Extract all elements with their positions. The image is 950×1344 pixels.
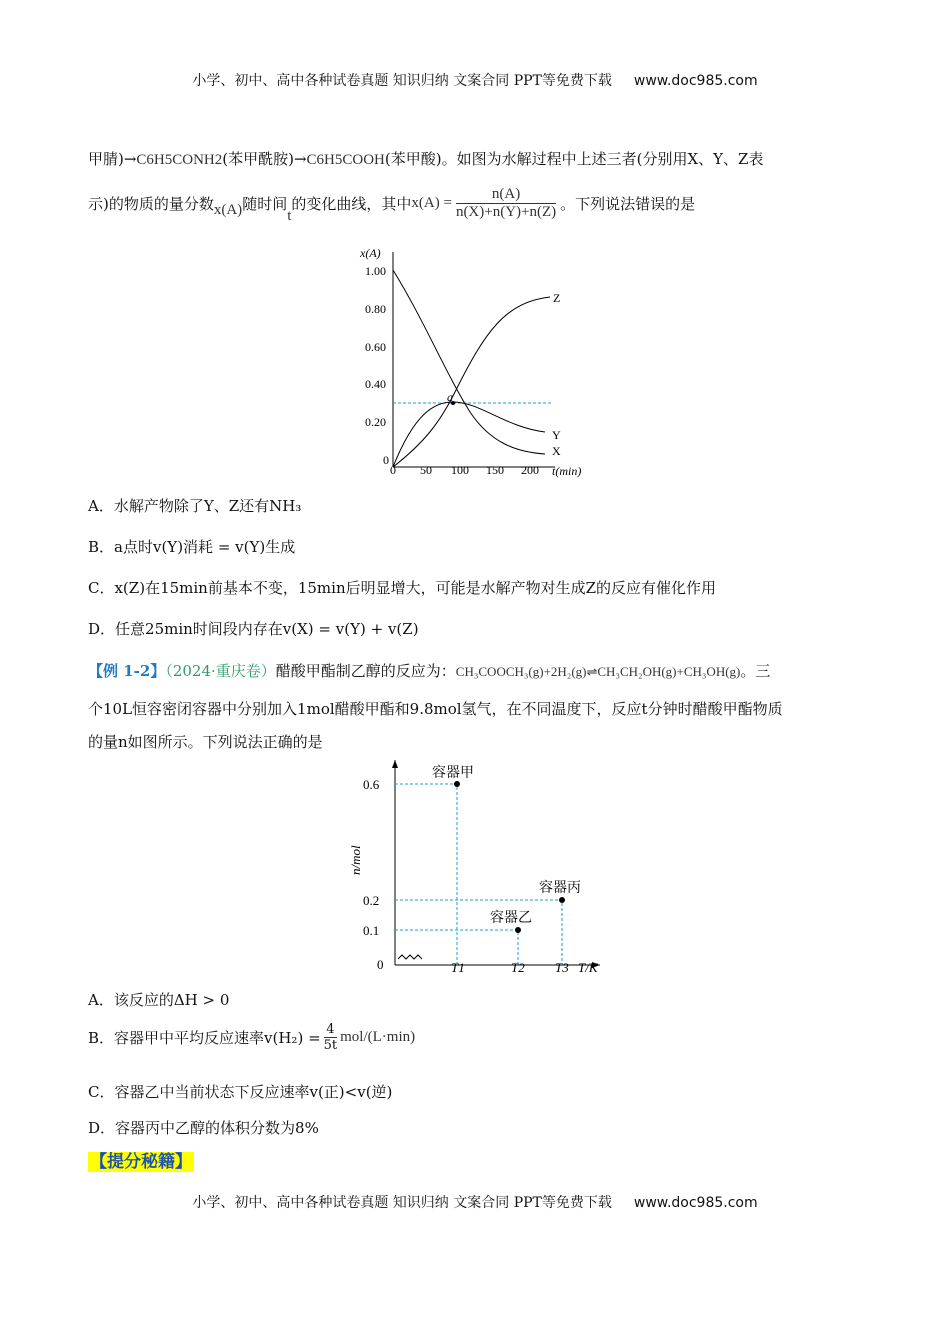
x-tick: 50 bbox=[420, 463, 432, 477]
header-text: 小学、初中、高中各种试卷真题 知识归纳 文案合同 PPT等免费下载 bbox=[192, 73, 612, 89]
example-tag: 【例 1-2】 bbox=[88, 662, 166, 680]
x-tick: 200 bbox=[521, 463, 539, 477]
y-label: x(A) bbox=[360, 246, 381, 260]
formula: x(A) bbox=[213, 202, 243, 218]
y-tick: 0 bbox=[383, 453, 389, 467]
paragraph-line: 的量n如图所示。下列说法正确的是 bbox=[88, 733, 323, 751]
option-d: D．容器丙中乙醇的体积分数为8% bbox=[88, 1119, 319, 1137]
label-a: a bbox=[447, 390, 453, 404]
y-tick: 0.1 bbox=[363, 923, 380, 938]
formula: x(A) = bbox=[411, 195, 452, 211]
text: (苯甲酰胺)→ bbox=[222, 150, 307, 168]
x-tick: T3 bbox=[555, 960, 569, 975]
guide-lines bbox=[395, 784, 562, 965]
text: (苯甲酸)。如图为水解过程中上述三者(分别用X、Y、Z表 bbox=[384, 150, 764, 168]
tips-label: 【提分秘籍】 bbox=[90, 1152, 192, 1172]
point-bing bbox=[559, 897, 565, 903]
paragraph-line bbox=[88, 148, 763, 169]
paragraph-line bbox=[88, 660, 770, 681]
axis-break-icon bbox=[398, 955, 422, 959]
label-yi: 容器乙 bbox=[490, 911, 532, 926]
point-jia bbox=[454, 781, 460, 787]
label-jia: 容器甲 bbox=[432, 766, 474, 781]
y-label: n/mol bbox=[348, 845, 363, 875]
text: 随时间 bbox=[242, 195, 288, 213]
option-d: D．任意25min时间段内存在v(X) = v(Y) + v(Z) bbox=[88, 620, 419, 638]
equation: CH₃COOCH₃(g)+2H₂(g)⇌CH₃CH₂OH(g)+CH₃OH(g) bbox=[455, 664, 741, 679]
x-label: T/K bbox=[578, 960, 598, 975]
text: 的变化曲线，其中 bbox=[291, 195, 412, 213]
x-tick: 100 bbox=[451, 463, 469, 477]
fraction bbox=[324, 1022, 338, 1053]
formula: C6H5CONH2 bbox=[136, 152, 223, 168]
point-yi bbox=[515, 927, 521, 933]
page-footer bbox=[0, 1192, 950, 1212]
y-tick: 0.6 bbox=[363, 777, 380, 792]
text: 示)的物质的量分数 bbox=[88, 195, 214, 213]
label-y: Y bbox=[552, 428, 561, 442]
x-tick: 150 bbox=[486, 463, 504, 477]
denominator: n(X)+n(Y)+n(Z) bbox=[455, 204, 557, 220]
chart-n-vs-T bbox=[335, 755, 615, 980]
denominator: 5t bbox=[323, 1038, 338, 1053]
x-tick: T2 bbox=[511, 960, 525, 975]
text: 醋酸甲酯制乙醇的反应为： bbox=[275, 662, 456, 680]
y-tick: 0.2 bbox=[363, 893, 380, 908]
text: 。下列说法错误的是 bbox=[560, 195, 696, 213]
label-x: X bbox=[552, 444, 561, 458]
curve-z bbox=[393, 297, 550, 467]
text: B．容器甲中平均反应速率v(H₂) = bbox=[88, 1029, 321, 1047]
text: 。三 bbox=[740, 662, 771, 680]
y-tick: 0.20 bbox=[365, 415, 386, 429]
option-c: C．容器乙中当前状态下反应速率v(正)<v(逆) bbox=[88, 1083, 393, 1101]
label-bing: 容器丙 bbox=[539, 881, 581, 896]
chart-x-vs-t bbox=[355, 242, 605, 482]
source-tag: （2024·重庆卷） bbox=[165, 662, 276, 680]
curve-y bbox=[393, 402, 545, 467]
option-b: B．a点时v(Y)消耗 = v(Y)生成 bbox=[88, 538, 296, 556]
y-tick: 0 bbox=[377, 957, 384, 972]
footer-text: 小学、初中、高中各种试卷真题 知识归纳 文案合同 PPT等免费下载 bbox=[192, 1195, 612, 1211]
option-a: A．该反应的ΔH > 0 bbox=[88, 991, 230, 1009]
option-b bbox=[88, 1022, 415, 1053]
formula: t bbox=[287, 208, 292, 224]
footer-site: www.doc985.com bbox=[633, 1195, 758, 1211]
header-site: www.doc985.com bbox=[633, 73, 758, 89]
paragraph-line: 个10L恒容密闭容器中分别加入1mol醋酸甲酯和9.8mol氢气，在不同温度下，反应t分钟时醋酸甲酯物质 bbox=[88, 700, 783, 718]
y-arrow-icon bbox=[392, 760, 398, 768]
text: mol/(L·min) bbox=[340, 1029, 416, 1045]
numerator: 4 bbox=[326, 1022, 335, 1037]
label-z: Z bbox=[553, 291, 561, 305]
fraction bbox=[456, 186, 556, 221]
y-tick: 0.80 bbox=[365, 302, 386, 316]
option-a: A．水解产物除了Y、Z还有NH₃ bbox=[88, 497, 302, 515]
page-header bbox=[0, 70, 950, 90]
x-label: t(min) bbox=[552, 464, 582, 478]
numerator: n(A) bbox=[491, 186, 521, 202]
y-tick: 0.40 bbox=[365, 377, 386, 391]
x-tick: 0 bbox=[390, 463, 396, 477]
option-c: C．x(Z)在15min前基本不变，15min后明显增大，可能是水解产物对生成Z的反应有催化作用 bbox=[88, 579, 717, 597]
y-tick: 0.60 bbox=[365, 340, 386, 354]
paragraph-line bbox=[88, 182, 695, 225]
tips-heading bbox=[88, 1147, 194, 1172]
y-tick: 1.00 bbox=[365, 264, 386, 278]
formula: C6H5COOH bbox=[306, 152, 385, 168]
x-tick: T1 bbox=[451, 960, 465, 975]
text: 甲腈)→ bbox=[88, 150, 137, 168]
